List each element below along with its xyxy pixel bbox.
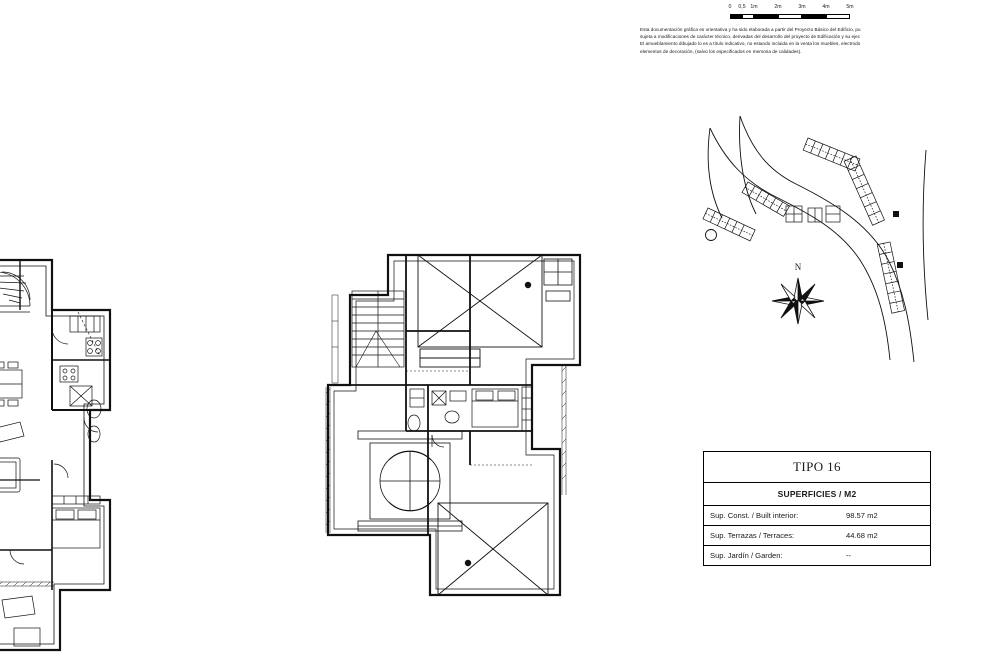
scale-segment xyxy=(826,14,850,19)
compass-rose xyxy=(770,262,826,328)
built-interior-value: 98.57 m2 xyxy=(846,511,878,520)
ground-floor-plan-drawing xyxy=(0,250,190,660)
roof-drain-marker xyxy=(525,282,531,288)
table-row xyxy=(704,506,930,526)
terraces-value: 44.68 m2 xyxy=(846,531,878,540)
scale-label-3: 2m xyxy=(774,4,782,10)
scale-segment xyxy=(754,14,778,19)
disclaimer-line-2: sujeta a modificaciones de carácter técnico, derivadas del desarrollo del proyecto de Edificación y su ejec xyxy=(640,34,861,40)
disclaimer-line-3: El amueblamiento dibujado lo es a título indicativo, no estando incluida en la venta los muebles, electrodo xyxy=(640,41,861,47)
upper-floor-plan xyxy=(310,235,600,625)
site-plan xyxy=(690,110,950,400)
scale-segment xyxy=(742,14,754,19)
scale-label-4: 3m xyxy=(798,4,806,10)
scale-segment xyxy=(802,14,826,19)
scale-segment xyxy=(730,14,742,19)
scale-label-5: 4m xyxy=(822,4,830,10)
site-plan-drawing xyxy=(690,110,950,400)
surface-info-table xyxy=(703,451,931,566)
disclaimer-text xyxy=(640,26,1000,55)
roof-drain-marker-2 xyxy=(465,560,471,566)
upper-floor-plan-drawing xyxy=(310,235,600,625)
surfaces-header: SUPERFICIES / M2 xyxy=(704,483,930,506)
ground-floor-plan xyxy=(0,250,190,660)
terraces-label: Sup. Terrazas / Terraces: xyxy=(710,531,795,540)
disclaimer-line-1: Esta documentación gráfica es orientativa y ha sido elaborada a partir del Proyecto Básico del Edificio, pu xyxy=(640,27,861,32)
scale-label-1: 0,5 xyxy=(738,4,746,10)
compass-north-label: N xyxy=(794,262,802,272)
scale-bar xyxy=(722,4,892,22)
table-row xyxy=(704,546,930,565)
scale-segment xyxy=(778,14,802,19)
unit-type-title: TIPO 16 xyxy=(704,452,930,483)
garden-value: -- xyxy=(846,551,852,560)
disclaimer-line-4: elementos de decoración, (salvo los especificados en memoria de calidades). xyxy=(640,48,802,54)
scale-bar-segments xyxy=(722,14,892,19)
table-row xyxy=(704,526,930,546)
garden-label: Sup. Jardín / Garden: xyxy=(710,551,783,560)
scale-label-0: 0 xyxy=(728,4,732,10)
scale-label-2: 1m xyxy=(750,4,758,10)
built-interior-label: Sup. Const. / Built interior: xyxy=(710,511,799,520)
scale-label-6: 5m xyxy=(846,4,854,10)
compass-icon xyxy=(770,276,826,326)
